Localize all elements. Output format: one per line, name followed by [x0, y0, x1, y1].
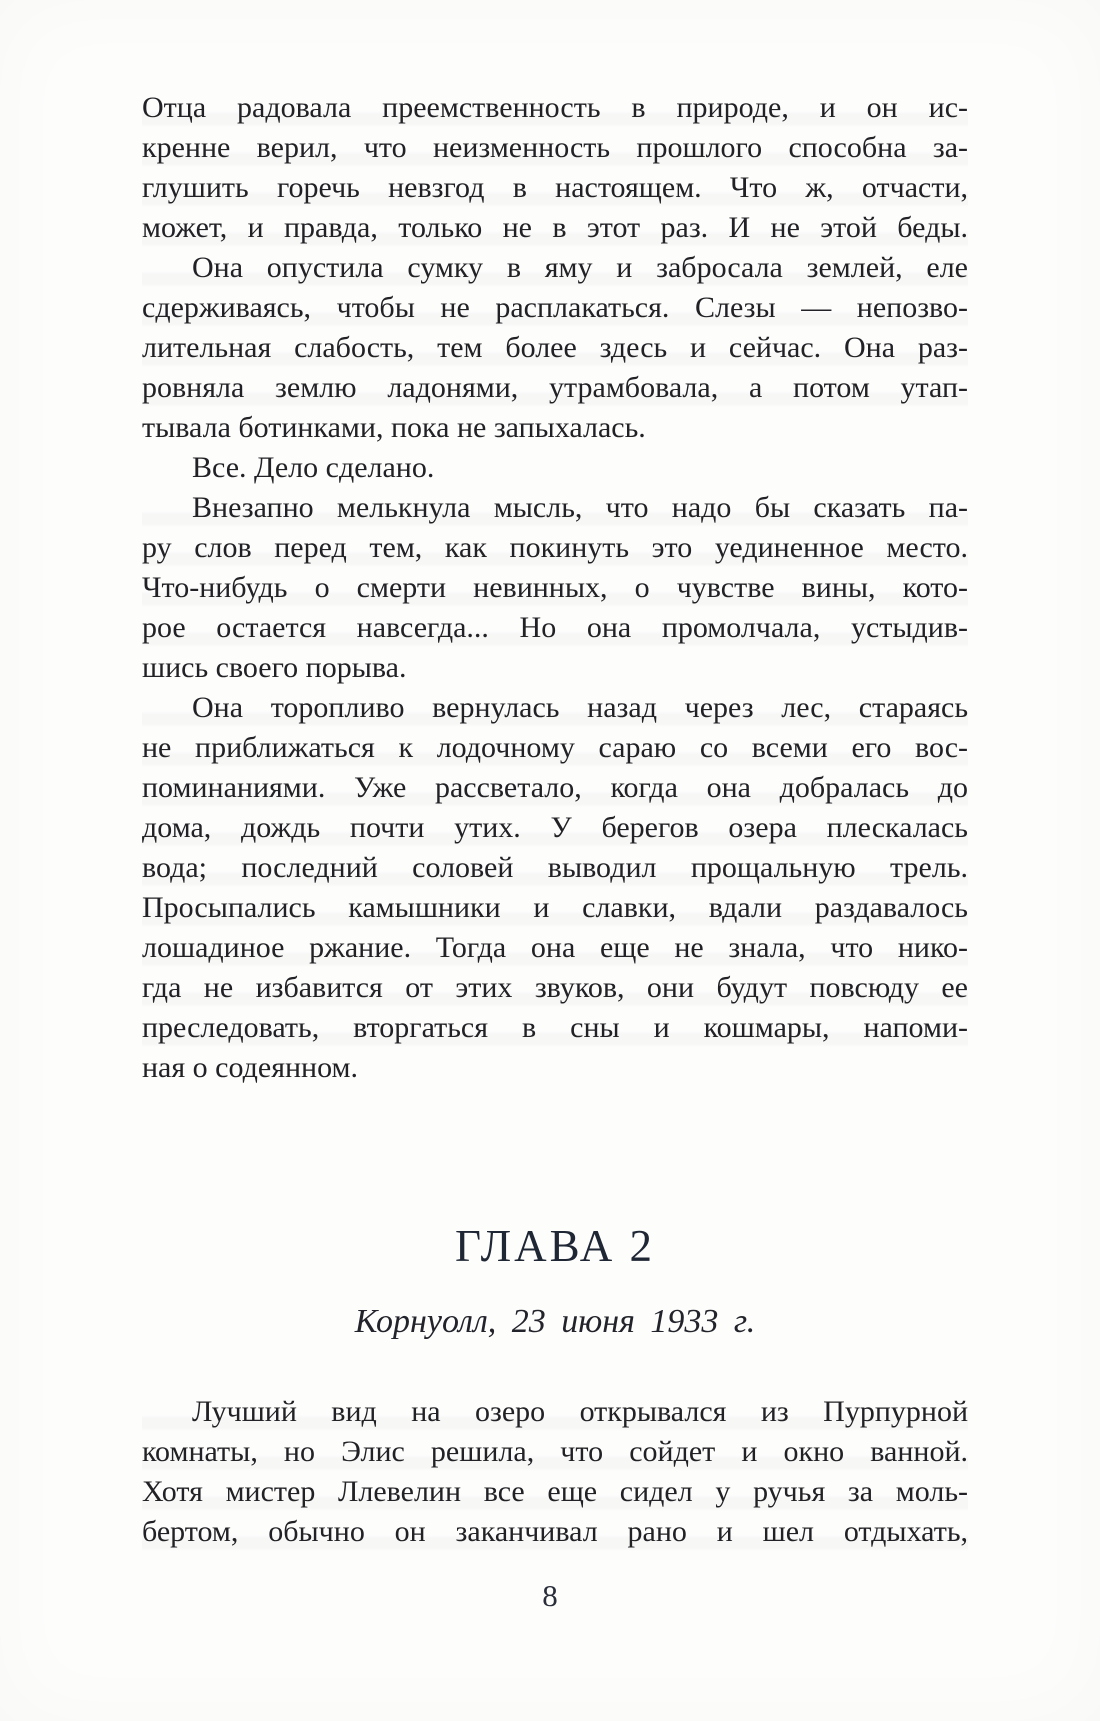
text-line: Что-нибудь о смерти невинных, о чувстве вины, кото-	[142, 568, 968, 608]
text-line: лительная слабость, тем более здесь и сейчас. Она раз-	[142, 328, 968, 368]
text-line: комнаты, но Элис решила, что сойдет и окно ванной.	[142, 1432, 968, 1472]
text-line: ная о содеянном.	[142, 1051, 359, 1084]
paragraph	[142, 488, 968, 688]
text-line: ровняла землю ладонями, утрамбовала, а потом утап-	[142, 368, 968, 408]
text-line: Отца радовала преемственность в природе, и он ис-	[142, 88, 968, 128]
text-line: тывала ботинками, пока не запыхалась.	[142, 411, 646, 444]
text-line: Она опустила сумку в яму и забросала землей, еле	[142, 248, 968, 288]
text-line: сдерживаясь, чтобы не расплакаться. Слезы — непозво-	[142, 288, 968, 328]
text-line: шись своего порыва.	[142, 651, 407, 684]
text-line: преследовать, вторгаться в сны и кошмары, напоми-	[142, 1008, 968, 1048]
text-line: Внезапно мелькнула мысль, что надо бы сказать па-	[142, 488, 968, 528]
paragraph	[142, 1392, 968, 1552]
text-line: ру слов перед тем, как покинуть это уединенное место.	[142, 528, 968, 568]
text-line: не приближаться к лодочному сараю со всеми его вос-	[142, 728, 968, 768]
text-line: гда не избавится от этих звуков, они будут повсюду ее	[142, 968, 968, 1008]
text-line: может, и правда, только не в этот раз. И не этой беды.	[142, 208, 968, 248]
text-line: глушить горечь невзгод в настоящем. Что ж, отчасти,	[142, 168, 968, 208]
paragraph	[142, 448, 968, 488]
text-line: Все. Дело сделано.	[192, 451, 435, 484]
page-number: 8	[542, 1578, 558, 1613]
text-line: Она торопливо вернулась назад через лес, стараясь	[142, 688, 968, 728]
text-line: кренне верил, что неизменность прошлого способна за-	[142, 128, 968, 168]
text-line: вода; последний соловей выводил прощальную трель.	[142, 848, 968, 888]
body-text	[142, 88, 968, 1088]
text-line: Просыпались камышники и славки, вдали раздавалось	[142, 888, 968, 928]
text-line: дома, дождь почти утих. У берегов озера плескалась	[142, 808, 968, 848]
text-line: бертом, обычно он заканчивал рано и шел отдыхать,	[142, 1512, 968, 1552]
text-line: лошадиное ржание. Тогда она еще не знала, что нико-	[142, 928, 968, 968]
text-line: Лучший вид на озеро открывался из Пурпурной	[142, 1392, 968, 1432]
text-column	[142, 88, 968, 1552]
chapter-subtitle: Корнуолл, 23 июня 1933 г.	[354, 1303, 756, 1340]
paragraph	[142, 88, 968, 248]
text-line: поминаниями. Уже рассветало, когда она добралась до	[142, 768, 968, 808]
paragraph	[142, 248, 968, 448]
chapter-heading: ГЛАВА 2	[454, 1221, 656, 1271]
paragraph	[142, 688, 968, 1088]
text-line: Хотя мистер Ллевелин все еще сидел у ручья за моль-	[142, 1472, 968, 1512]
body-text-continued	[142, 1392, 968, 1552]
text-line: рое остается навсегда... Но она промолчала, устыдив-	[142, 608, 968, 648]
